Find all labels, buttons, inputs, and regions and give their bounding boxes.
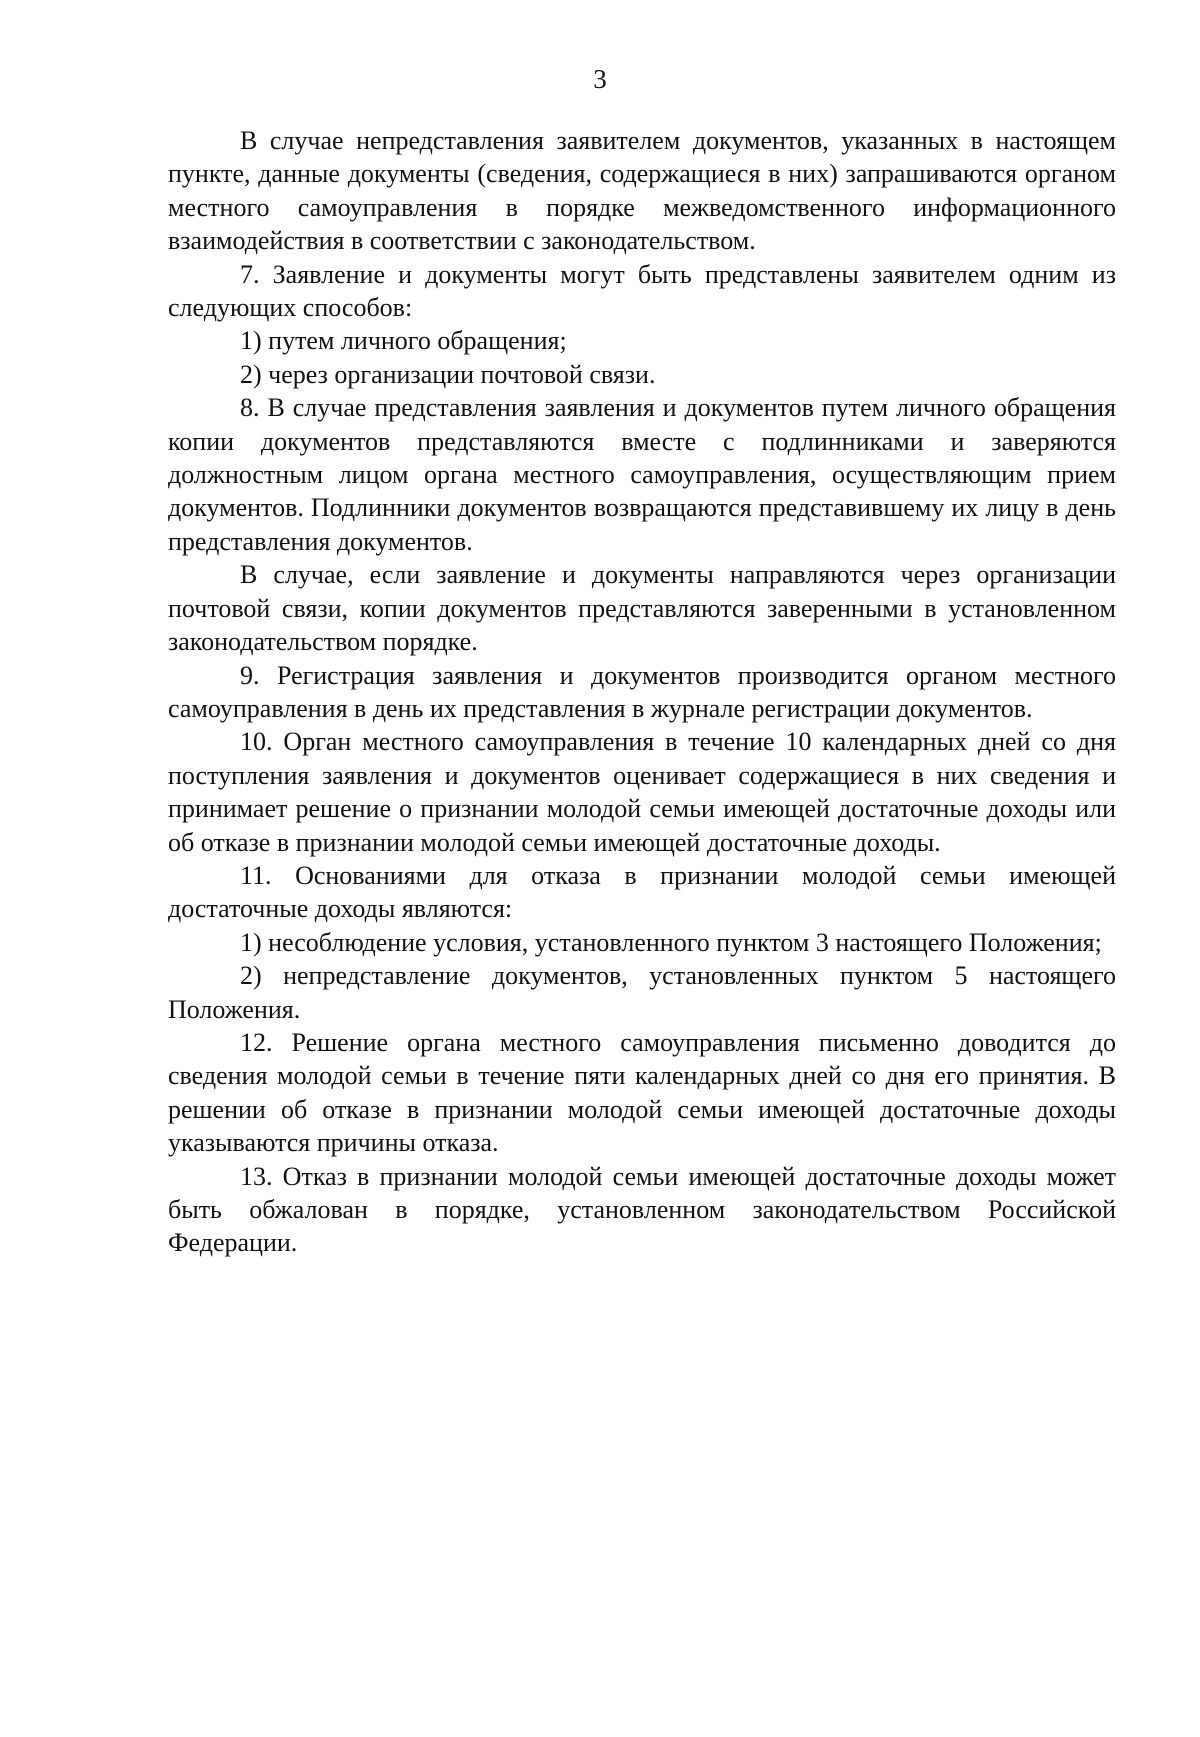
paragraph-item-12: 12. Решение органа местного самоуправления письменно доводится до сведения молодой семьи в течение пяти календарных дней со дня его принятия. В решении об отказе в признании молодой семьи имеющей достаточные доходы указываются причины отказа. [168, 1027, 1116, 1158]
paragraph-item-8: 8. В случае представления заявления и документов путем личного обращения копии документов представляются вместе с подлинниками и заверяются должностным лицом органа местного самоуправления, осуществляющим прием документов. Подлинники документов возвращаются представившему их лицу в день представления документов. [168, 393, 1116, 556]
paragraph-item-11-2: 2) непредставление документов, установленных пунктом 5 настоящего Положения. [168, 961, 1116, 1024]
page-number: 3 [593, 64, 607, 94]
paragraph-item-13: 13. Отказ в признании молодой семьи имеющей достаточные доходы может быть обжалован в порядке, установленном законодательством Российской Федерации. [168, 1161, 1116, 1258]
paragraph-missing-documents: В случае непредставления заявителем документов, указанных в настоящем пункте, данные документы (сведения, содержащиеся в них) запрашиваются органом местного самоуправления в порядке межведомственного информационного взаимодействия в соответствии с законодательством. [168, 126, 1116, 256]
paragraph-item-11-1: 1) несоблюдение условия, установленного пунктом 3 настоящего Положения; [240, 927, 1102, 957]
paragraph-item-7-2: 2) через организации почтовой связи. [240, 359, 656, 389]
paragraph-item-8-postal: В случае, если заявление и документы направляются через организации почтовой связи, копии документов представляются заверенными в установленном законодательством порядке. [168, 560, 1116, 657]
paragraph-item-10: 10. Орган местного самоуправления в течение 10 календарных дней со дня поступления заявления и документов оценивает содержащиеся в них сведения и принимает решение о признании молодой семьи имеющей достаточные доходы или об отказе в признании молодой семьи имеющей достаточные доходы. [168, 727, 1116, 857]
document-body [168, 124, 1116, 1260]
paragraph-item-7-1: 1) путем личного обращения; [240, 326, 567, 356]
paragraph-item-7: 7. Заявление и документы могут быть представлены заявителем одним из следующих способов: [168, 259, 1116, 323]
paragraph-item-9: 9. Регистрация заявления и документов производится органом местного самоуправления в день их представления в журнале регистрации документов. [168, 660, 1116, 723]
paragraph-item-11: 11. Основаниями для отказа в признании молодой семьи имеющей достаточные доходы являются: [168, 860, 1116, 924]
